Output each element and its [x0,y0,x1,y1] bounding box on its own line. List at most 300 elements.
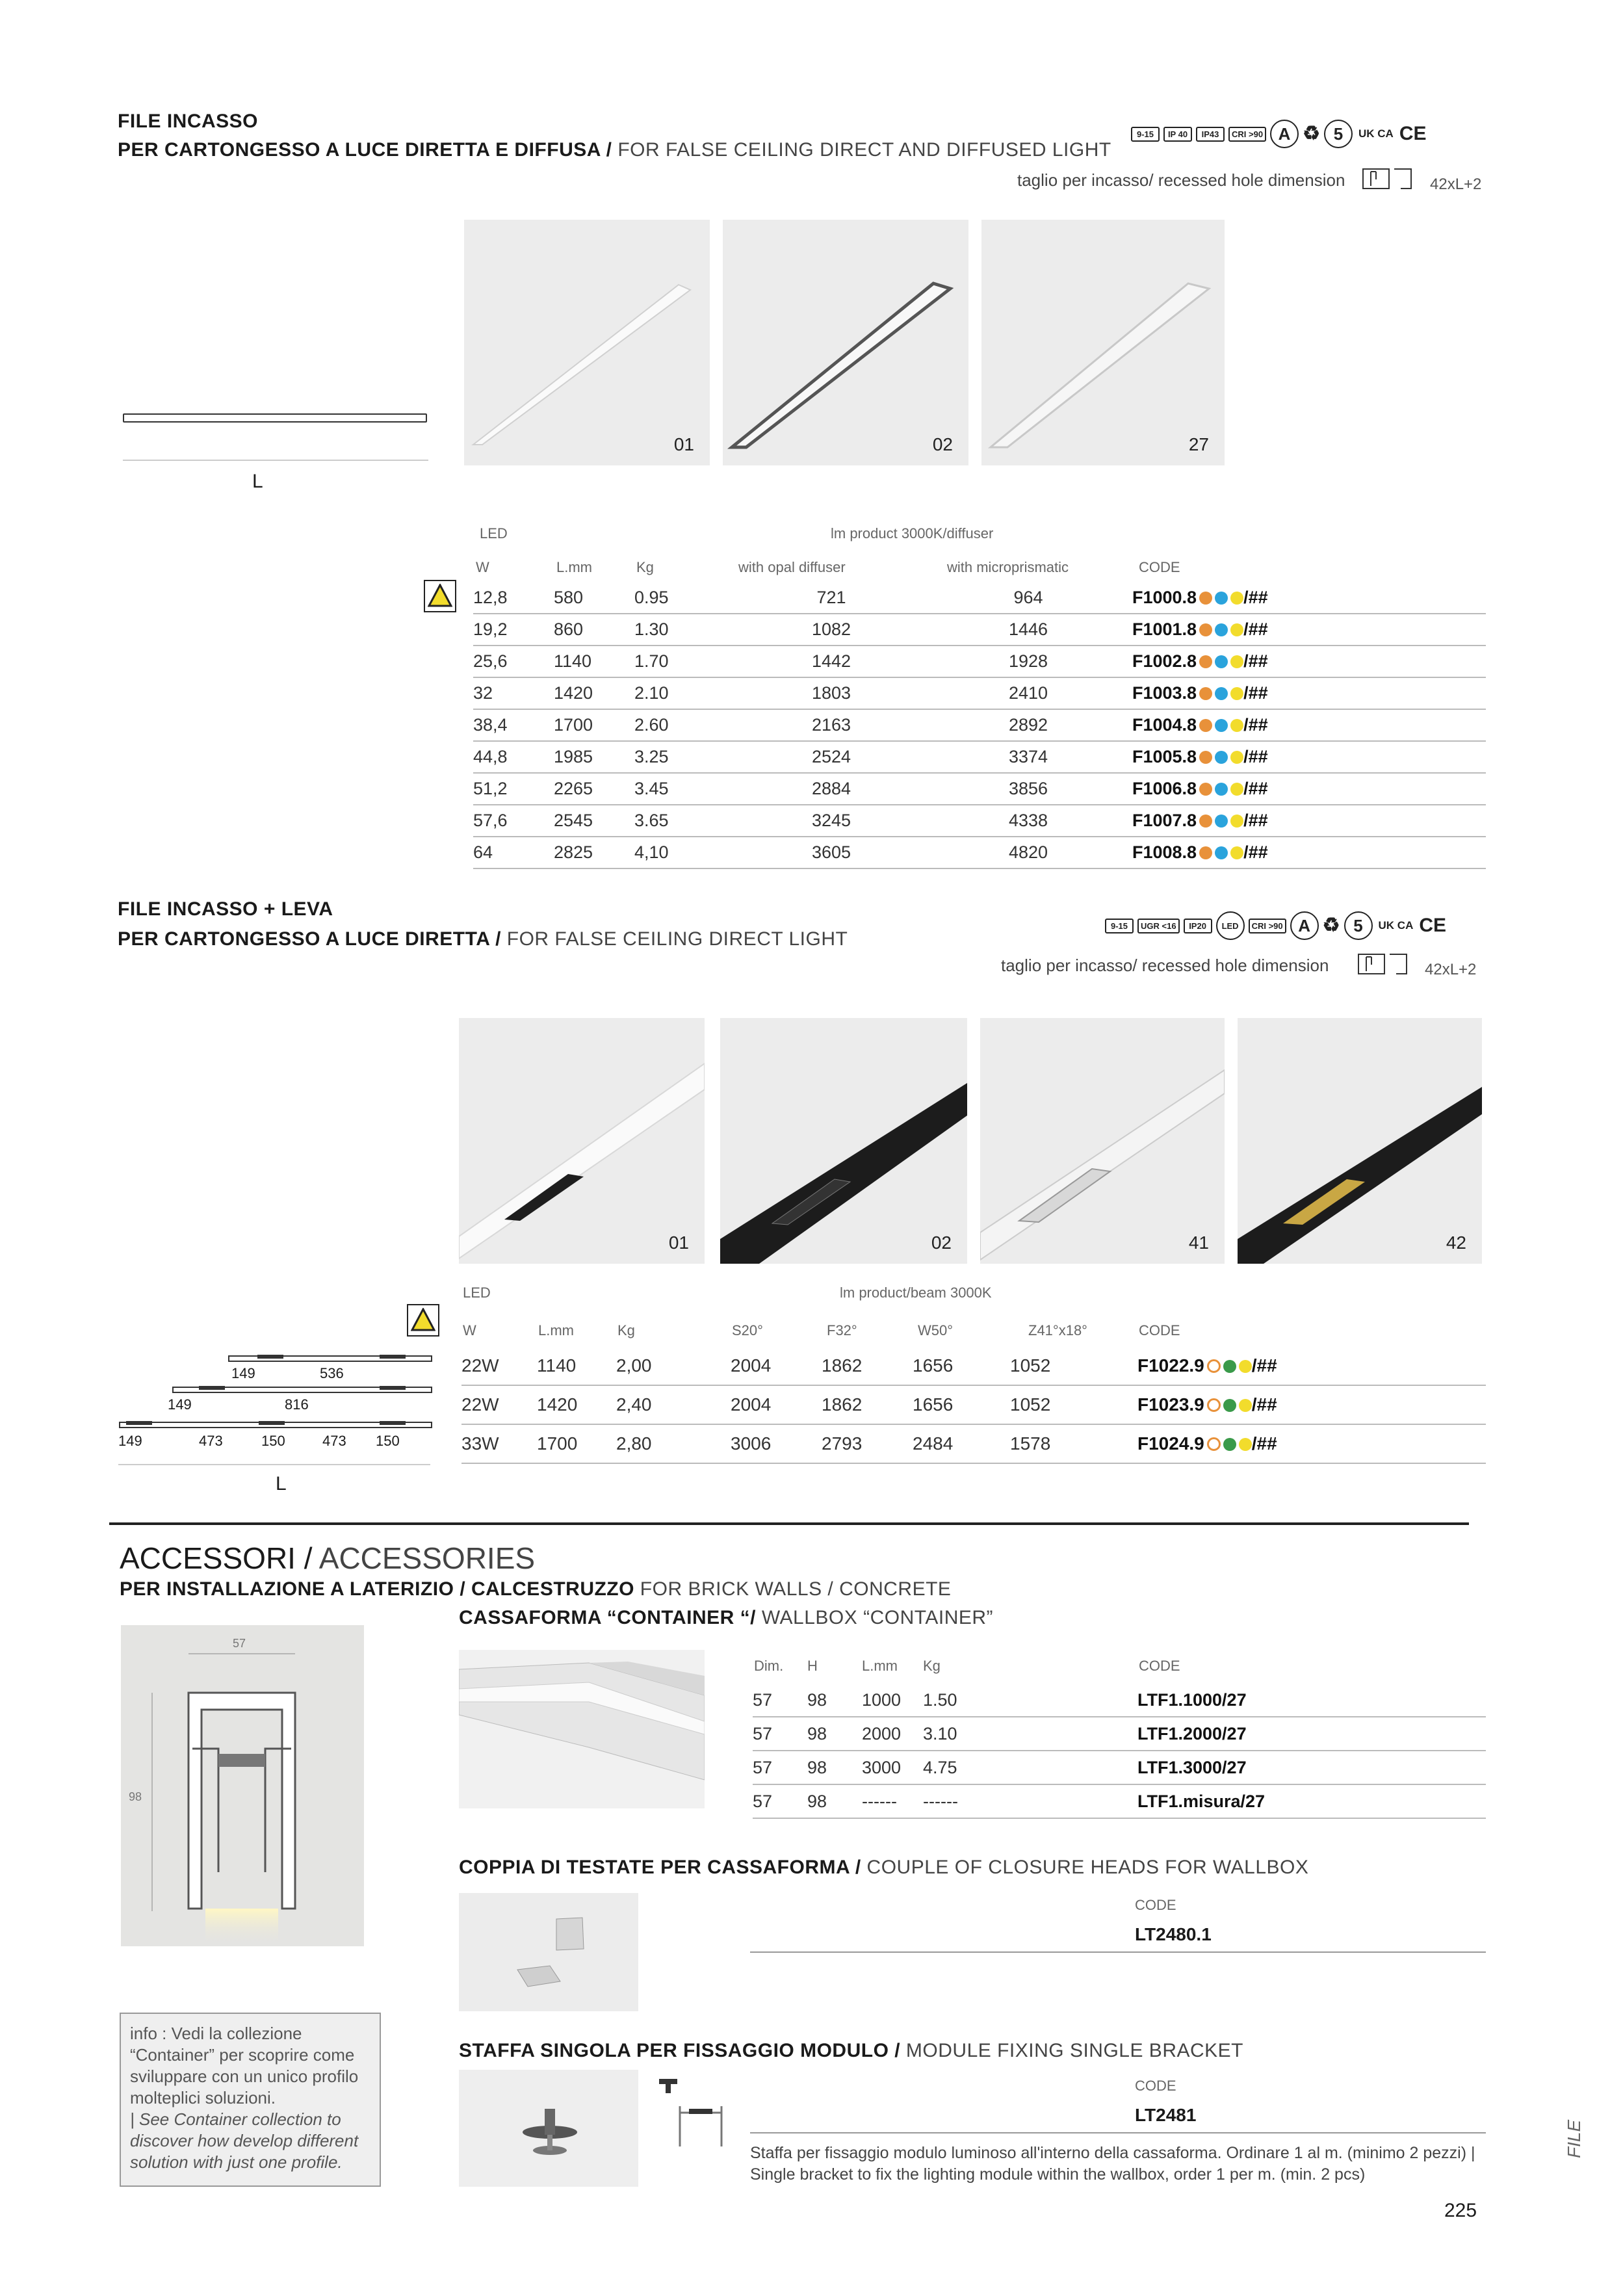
color-dot-blue-icon [1215,815,1228,828]
code-suffix: /## [1243,620,1268,639]
cell-opal: 2163 [738,709,924,741]
cell-code: LTF1.misura/27 [1137,1784,1486,1818]
cell-code: LTF1.3000/27 [1137,1751,1486,1784]
cell-h: 98 [807,1684,862,1717]
container-header-kg: Kg [923,1658,941,1674]
heads-code-label: CODE [1135,1897,1176,1913]
color-dot-yellow-icon [1230,846,1243,859]
section1-photo-01-label: 01 [673,434,694,454]
section1-table-group-lumen: lm product 3000K/diffuser [831,525,994,541]
table-row [473,646,1486,677]
section2-profile-label: L [276,1473,287,1494]
container-table [753,1684,1486,1819]
section2-hole-value: 42xL+2 [1425,961,1477,978]
cell-opal: 1082 [738,614,924,646]
section2-cert-led-icon: LED [1216,911,1245,940]
heads-photo [459,1893,638,2011]
table-row [461,1424,1486,1463]
section2-cert-a-icon: A [1290,911,1319,940]
section1-photo-02-label: 02 [932,434,953,454]
section2-cert-cri: CRI >90 [1249,919,1286,933]
color-dot-yellow-icon [1230,719,1243,732]
code-suffix: /## [1243,683,1268,703]
accessories-title-main: ACCESSORI / [120,1541,313,1575]
code-suffix: /## [1243,588,1268,607]
section1-spec-table [473,582,1486,869]
cell-code: LTF1.1000/27 [1137,1684,1486,1717]
cell-h: 98 [807,1717,862,1751]
bracket-drawing [650,2074,728,2152]
heads-title-bold: COPPIA DI TESTATE PER CASSAFORMA / [459,1857,861,1878]
section2-hole-label: taglio per incasso/ recessed hole dimension [1001,956,1329,975]
accessories-install-bold: PER INSTALLAZIONE A LATERIZIO / CALCESTRUZZO [120,1578,634,1600]
code-text: F1022.9 [1137,1355,1204,1376]
accessories-install-light: FOR BRICK WALLS / CONCRETE [634,1578,952,1600]
cell-l: 1700 [554,709,634,741]
code-suffix: /## [1243,715,1268,735]
cell-kg: 1.50 [923,1684,1137,1717]
section2-photo-02 [720,1018,967,1264]
cell-code [1137,1385,1486,1424]
section1-title: FILE INCASSO [118,111,259,132]
color-dot-blue-icon [1215,783,1228,796]
section1-photo-27 [981,220,1225,465]
section1-recycle-icon: ♻ [1303,123,1320,144]
accessories-title-light: ACCESSORIES [312,1541,536,1575]
cell-opal: 2884 [738,773,924,805]
diagram-row2-a: 149 [168,1396,192,1413]
table-row [461,1385,1486,1424]
code-text: F1003.8 [1132,683,1197,703]
section1-profile-baseline [123,460,428,461]
color-dot-blue-icon [1215,719,1228,732]
code-text: F1001.8 [1132,620,1197,639]
cell-micro: 964 [924,582,1132,614]
cell-s20: 3006 [731,1424,822,1463]
section2-certifications [1105,911,1446,940]
color-ring-orange-icon [1207,1359,1221,1373]
section1-profile-drawing [123,413,427,423]
cell-w50: 1656 [913,1385,1010,1424]
cell-w: 38,4 [473,709,554,741]
cell-h: 98 [807,1751,862,1784]
cell-opal: 721 [738,582,924,614]
section2-photo-42 [1238,1018,1482,1264]
cell-w: 19,2 [473,614,554,646]
table-row [473,805,1486,837]
code-text: F1023.9 [1137,1394,1204,1415]
color-ring-orange-icon [1207,1437,1221,1451]
cell-code [1137,1424,1486,1463]
code-suffix: /## [1251,1355,1277,1376]
cell-code [1132,805,1486,837]
cell-kg: 2.60 [634,709,738,741]
cell-w: 57,6 [473,805,554,837]
cell-l: 2825 [554,837,634,868]
cell-l: 1000 [862,1684,923,1717]
cell-dim: 57 [753,1784,807,1818]
section1-header-w: W [476,559,489,575]
color-dot-orange-icon [1199,719,1212,732]
color-dot-blue-icon [1215,846,1228,859]
cell-code [1132,646,1486,677]
cell-l: 1140 [537,1347,616,1385]
section1-warning-icon [424,580,456,612]
section2-header-w: W [463,1322,476,1338]
section2-header-w50: W50° [918,1322,954,1338]
section2-subtitle-bold: PER CARTONGESSO A LUCE DIRETTA / [118,928,501,950]
cell-l: 3000 [862,1751,923,1784]
diagram-row1-a: 149 [231,1365,255,1381]
code-text: F1007.8 [1132,811,1197,830]
section1-header-micro: with microprismatic [947,559,1069,575]
cell-kg: 1.30 [634,614,738,646]
cell-dim: 57 [753,1717,807,1751]
section1-subtitle-light: FOR FALSE CEILING DIRECT AND DIFFUSED LIGHT [612,139,1111,161]
code-text: F1006.8 [1132,779,1197,798]
code-suffix: /## [1243,811,1268,830]
cell-l: 1700 [537,1424,616,1463]
code-text: F1002.8 [1132,651,1197,671]
table-row [473,614,1486,646]
diagram-row3-c: 150 [261,1433,285,1449]
cell-h: 98 [807,1784,862,1818]
cell-z41: 1052 [1010,1385,1137,1424]
cell-l: 2265 [554,773,634,805]
table-row [473,677,1486,709]
cell-kg: 4.75 [923,1751,1137,1784]
cell-kg: 4,10 [634,837,738,868]
section2-header-s20: S20° [732,1322,763,1338]
cell-kg: 2,40 [616,1385,731,1424]
info-box [120,2013,381,2187]
section1-header-kg: Kg [636,559,654,575]
section2-header-length: L.mm [538,1322,574,1338]
container-header-code: CODE [1139,1658,1180,1674]
heads-code: LT2480.1 [1135,1924,1212,1944]
cell-micro: 3856 [924,773,1132,805]
diagram-row3-e: 150 [376,1433,400,1449]
section1-header-opal: with opal diffuser [738,559,846,575]
section1-table-group-led: LED [480,525,508,541]
code-suffix: /## [1243,842,1268,862]
cell-f32: 2793 [822,1424,913,1463]
color-dot-orange-icon [1199,815,1212,828]
container-title-light: WALLBOX “CONTAINER” [756,1607,994,1628]
cell-kg: ------ [923,1784,1137,1818]
cell-opal: 1803 [738,677,924,709]
section1-certifications [1131,120,1427,148]
cell-l: 2545 [554,805,634,837]
color-dot-orange-icon [1199,623,1212,636]
section2-header-kg: Kg [617,1322,635,1338]
container-header-length: L.mm [862,1658,898,1674]
bracket-note: Staffa per fissaggio modulo luminoso all'interno della cassaforma. Ordinare 1 al m. (minimo 2 pezzi) | Single bracket to fix the lighting module within the wallbox, order 1 per m. (min. 2 pcs) [750,2144,1475,2184]
heads-code-row [750,1919,1486,1953]
color-dot-yellow-icon [1239,1438,1252,1451]
cell-l: 1985 [554,741,634,773]
cell-opal: 1442 [738,646,924,677]
section1-cert-a-icon: A [1270,120,1299,148]
color-dot-yellow-icon [1230,751,1243,764]
code-text: F1005.8 [1132,747,1197,766]
table-row [753,1784,1486,1818]
cell-kg: 2,00 [616,1347,731,1385]
diagram-row2-b: 816 [285,1396,309,1413]
cell-w: 51,2 [473,773,554,805]
section2-profile-baseline [118,1464,430,1465]
section2-warning-icon [407,1304,439,1337]
section2-header-z41: Z41°x18° [1028,1322,1087,1338]
color-dot-green-icon [1223,1360,1236,1373]
cell-opal: 3245 [738,805,924,837]
table-row [473,773,1486,805]
color-dot-yellow-icon [1230,655,1243,668]
section1-cert-cri: CRI >90 [1228,127,1266,142]
section1-cert-range: 9-15 [1131,127,1160,142]
cell-kg: 2.10 [634,677,738,709]
container-title [459,1607,993,1629]
color-dot-yellow-icon [1230,592,1243,605]
section1-ukca-icon: UK CA [1358,127,1394,140]
cell-micro: 4820 [924,837,1132,868]
section2-photo-41 [980,1018,1225,1264]
cell-l: 1420 [537,1385,616,1424]
table-row [473,709,1486,741]
code-suffix: /## [1243,779,1268,798]
section2-cert-5-icon: 5 [1344,911,1373,940]
section2-recycle-icon: ♻ [1322,915,1340,936]
cell-micro: 1446 [924,614,1132,646]
section1-photo-27-label: 27 [1188,434,1209,454]
cell-kg: 3.45 [634,773,738,805]
table-row [473,837,1486,868]
cell-l: 580 [554,582,634,614]
cell-micro: 3374 [924,741,1132,773]
cell-kg: 3.65 [634,805,738,837]
cell-kg: 3.10 [923,1717,1137,1751]
table-row [753,1751,1486,1784]
table-row [753,1717,1486,1751]
bracket-code-label: CODE [1135,2078,1176,2094]
cell-dim: 57 [753,1751,807,1784]
diagram-row3-a: 149 [118,1433,142,1449]
cell-code [1132,614,1486,646]
page-number: 225 [1444,2200,1477,2221]
container-photo [459,1650,705,1808]
section2-photo-42-label: 42 [1446,1233,1466,1253]
section2-header-f32: F32° [827,1322,857,1338]
code-suffix: /## [1243,747,1268,766]
cell-w50: 1656 [913,1347,1010,1385]
color-ring-orange-icon [1207,1398,1221,1412]
cell-l: ------ [862,1784,923,1818]
color-dot-yellow-icon [1239,1399,1252,1412]
cell-kg: 2,80 [616,1424,731,1463]
color-dot-orange-icon [1199,687,1212,700]
cell-micro: 4338 [924,805,1132,837]
cell-micro: 2892 [924,709,1132,741]
section2-cert-ip20: IP20 [1184,919,1212,933]
cell-z41: 1578 [1010,1424,1137,1463]
section1-photo-01 [464,220,710,465]
section2-table-group-lumen: lm product/beam 3000K [840,1285,992,1301]
color-dot-blue-icon [1215,592,1228,605]
section1-subtitle [118,139,1111,161]
section2-photo-02-label: 02 [931,1233,952,1253]
cell-code [1132,773,1486,805]
cell-w: 22W [461,1385,537,1424]
container-section-width: 57 [233,1637,246,1650]
section1-cert-5-icon: 5 [1324,120,1353,148]
cell-code [1132,709,1486,741]
section2-spec-table [461,1347,1486,1464]
color-dot-blue-icon [1215,687,1228,700]
cell-kg: 3.25 [634,741,738,773]
section2-cert-ugr: UGR <16 [1137,919,1180,933]
container-section-drawing [121,1625,364,1946]
cell-s20: 2004 [731,1385,822,1424]
section2-subtitle [118,928,848,950]
section2-title: FILE INCASSO + LEVA [118,898,333,920]
cell-w: 64 [473,837,554,868]
section1-hole-label: taglio per incasso/ recessed hole dimension [1017,170,1345,190]
section2-ce-icon: CE [1419,915,1447,936]
color-dot-orange-icon [1199,655,1212,668]
cell-code: LTF1.2000/27 [1137,1717,1486,1751]
section2-header-code: CODE [1139,1322,1180,1338]
color-dot-yellow-icon [1230,687,1243,700]
color-dot-orange-icon [1199,783,1212,796]
color-dot-orange-icon [1199,846,1212,859]
table-row [473,741,1486,773]
color-dot-yellow-icon [1230,783,1243,796]
cell-opal: 3605 [738,837,924,868]
cell-l: 2000 [862,1717,923,1751]
cell-l: 1420 [554,677,634,709]
bracket-code-row [750,2100,1486,2133]
color-dot-green-icon [1223,1438,1236,1451]
section1-photo-02 [723,220,968,465]
color-dot-green-icon [1223,1399,1236,1412]
cell-l: 860 [554,614,634,646]
diagram-row3-b: 473 [199,1433,223,1449]
section2-profile-diagram [118,1352,433,1482]
table-row [473,582,1486,614]
cell-w: 33W [461,1424,537,1463]
section1-header-length: L.mm [556,559,592,575]
color-dot-blue-icon [1215,655,1228,668]
section2-hole-icon [1357,953,1409,976]
section2-table-group-led: LED [463,1285,491,1301]
code-suffix: /## [1251,1394,1277,1415]
cell-s20: 2004 [731,1347,822,1385]
section2-subtitle-light: FOR FALSE CEILING DIRECT LIGHT [500,928,848,950]
section2-photo-01 [459,1018,705,1264]
code-text: F1024.9 [1137,1433,1204,1454]
cell-code [1137,1347,1486,1385]
cell-w: 32 [473,677,554,709]
container-title-bold: CASSAFORMA “CONTAINER “/ [459,1607,756,1628]
bracket-title [459,2040,1243,2062]
diagram-row1-b: 536 [320,1365,344,1381]
accessories-divider [109,1522,1469,1525]
section1-profile-label: L [252,471,263,492]
section1-cert-ip43: IP43 [1196,127,1225,142]
cell-code [1132,677,1486,709]
section1-ce-icon: CE [1399,123,1427,144]
cell-code [1132,741,1486,773]
accessories-install [120,1578,951,1600]
cell-z41: 1052 [1010,1347,1137,1385]
bracket-code: LT2481 [1135,2105,1197,2125]
info-line1: info : Vedi la collezione “Container” per scoprire come sviluppare con un unico profilo molteplici soluzioni. [130,2024,359,2107]
heads-title [459,1857,1308,1879]
color-dot-orange-icon [1199,751,1212,764]
section2-ukca-icon: UK CA [1378,919,1414,932]
accessories-title [120,1541,535,1576]
color-dot-yellow-icon [1230,815,1243,828]
color-dot-orange-icon [1199,592,1212,605]
section2-cert-range: 9-15 [1105,919,1134,933]
cell-kg: 0.95 [634,582,738,614]
cell-f32: 1862 [822,1385,913,1424]
side-label: FILE [1564,2119,1584,2158]
cell-l: 1140 [554,646,634,677]
info-line2: | See Container collection to discover how develop different solution with just one profile. [130,2109,359,2172]
code-text: F1000.8 [1132,588,1197,607]
code-text: F1004.8 [1132,715,1197,735]
cell-w: 22W [461,1347,537,1385]
section2-photo-01-label: 01 [668,1233,689,1253]
table-row [753,1684,1486,1717]
container-header-dim: Dim. [754,1658,784,1674]
bracket-title-light: MODULE FIXING SINGLE BRACKET [900,2040,1244,2061]
cell-w50: 2484 [913,1424,1010,1463]
cell-w: 44,8 [473,741,554,773]
table-row [461,1347,1486,1385]
cell-micro: 2410 [924,677,1132,709]
section1-header-code: CODE [1139,559,1180,575]
color-dot-blue-icon [1215,623,1228,636]
cell-code [1132,582,1486,614]
color-dot-yellow-icon [1239,1360,1252,1373]
section2-photo-41-label: 41 [1188,1233,1209,1253]
heads-title-light: COUPLE OF CLOSURE HEADS FOR WALLBOX [861,1857,1309,1878]
cell-micro: 1928 [924,646,1132,677]
cell-kg: 1.70 [634,646,738,677]
section1-hole-icon [1362,168,1414,191]
cell-dim: 57 [753,1684,807,1717]
cell-w: 25,6 [473,646,554,677]
diagram-row3-d: 473 [322,1433,346,1449]
bracket-title-bold: STAFFA SINGOLA PER FISSAGGIO MODULO / [459,2040,901,2061]
cell-code [1132,837,1486,868]
code-suffix: /## [1243,651,1268,671]
container-header-h: H [807,1658,818,1674]
code-suffix: /## [1251,1433,1277,1454]
section1-subtitle-bold: PER CARTONGESSO A LUCE DIRETTA E DIFFUSA / [118,139,612,161]
cell-w: 12,8 [473,582,554,614]
color-dot-yellow-icon [1230,623,1243,636]
container-section-height: 98 [129,1790,142,1803]
code-text: F1008.8 [1132,842,1197,862]
section1-cert-ip40: IP 40 [1163,127,1192,142]
bracket-photo [459,2070,638,2187]
cell-f32: 1862 [822,1347,913,1385]
cell-opal: 2524 [738,741,924,773]
color-dot-blue-icon [1215,751,1228,764]
